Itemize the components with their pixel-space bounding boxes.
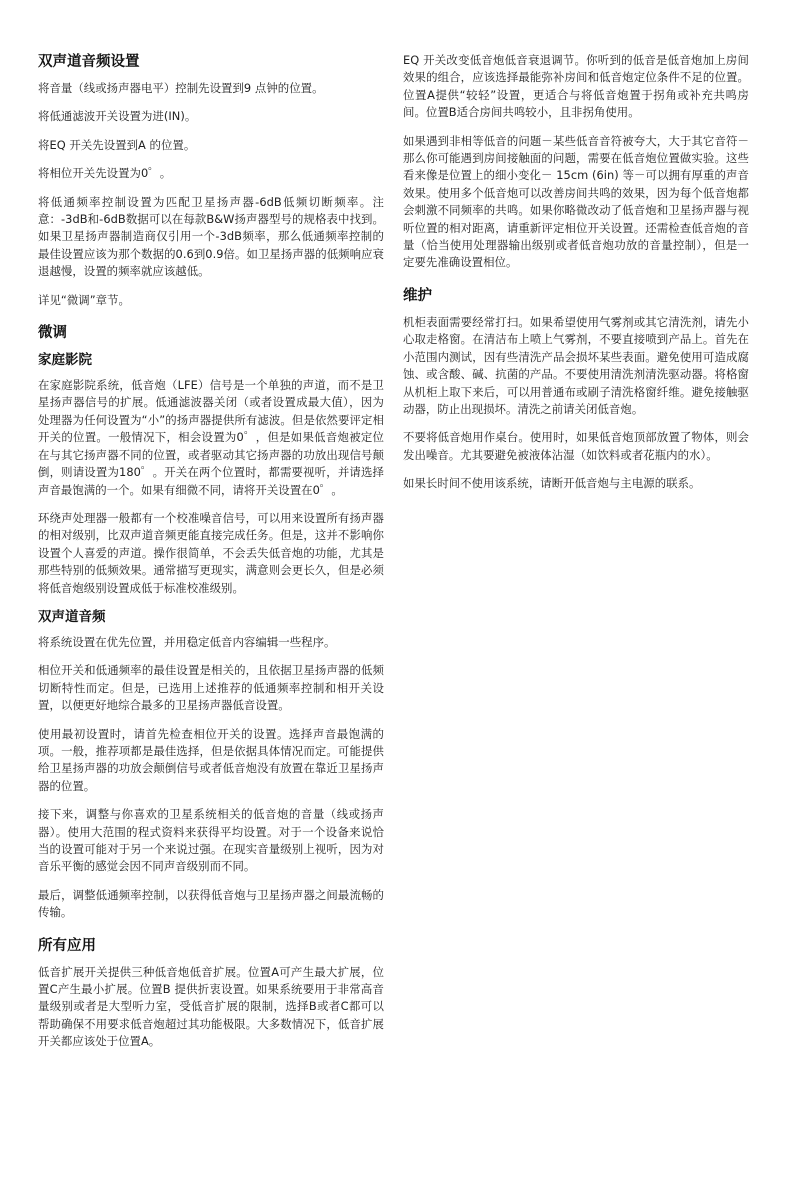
paragraph: 如果长时间不使用该系统，请断开低音炮与主电源的联系。: [403, 476, 701, 491]
paragraph: 将音量（线或扬声器电平）控制先设置到9 点钟的位置。: [38, 81, 324, 95]
left-column: [38, 52, 384, 1062]
paragraph: 将系统设置在优先位置，并用稳定低音内容编辑一些程序。: [38, 634, 336, 649]
paragraph: 最后，调整低通频率控制，以获得低音炮与卫星扬声器之间最流畅的传输。: [38, 887, 384, 920]
paragraph: 使用最初设置时，请首先检查相位开关的设置。选择声音最饱满的项。一般，推荐项都是最佳选择，但是依据具体情况而定。可能提供给卫星扬声器的功放会颠倒信号或者低音炮没有放置在靠近卫星扬声器的位置。: [38, 726, 384, 793]
section-heading-all-apps: 所有应用: [38, 937, 96, 954]
paragraph: 详见“微调”章节。: [38, 292, 130, 307]
paragraph: 低音扩展开关提供三种低音炮低音扩展。位置A可产生最大扩展，位置C产生最小扩展。位置B 提供折衷设置。如果系统要用于非常高音量级别或者是大型听力室，受低音扩展的限制，选择B或者C都可以帮助确保不用要求低音炮超过其功能极限。大多数情况下，低音扩展开关都应该处于位置A。: [38, 964, 384, 1049]
paragraph: 接下来，调整与你喜欢的卫星系统相关的低音炮的音量（线或扬声器）。使用大范围的程式资料来获得平均设置。对于一个设备来说恰当的设置可能对于另一个来说过强。在现实音量级别上视听，因为对音乐平衡的感觉会因不同声音级别而不同。: [38, 807, 384, 874]
paragraph: 机柜表面需要经常打扫。如果希望使用气雾剂或其它清洗剂，请先小心取走格窗。在清洁布上喷上气雾剂，不要直接喷到产品上。首先在小范围内测试，因有些清洗产品会损坏某些表面。避免使用可造成腐蚀、或含酸、碱、抗菌的产品。不要使用清洗剂清洗驱动器。将格窗从机柜上取下来后，可以用普通布或刷子清洗格窗纤维。避免接触驱动器，防止出现损坏。清洗之前请关闭低音炮。: [403, 314, 749, 416]
paragraph: 不要将低音炮用作桌台。使用时，如果低音炮顶部放置了物体，则会发出噪音。尤其要避免被液体沾湿（如饮料或者花瓶内的水）。: [403, 430, 749, 462]
paragraph: 将低通频率控制设置为匹配卫星扬声器-6dB低频切断频率。注意：-3dB和-6dB数据可以在每款B&W扬声器型号的规格表中找到。如果卫星扬声器制造商仅引用一个-3dB频率，那么低通频率控制的最佳设置应该为那个数据的0.6到0.9倍。如卫星扬声器的低频响应衰退越慢，设置的频率就应该越低。: [38, 194, 384, 279]
paragraph: 在家庭影院系统，低音炮（LFE）信号是一个单独的声道，而不是卫星扬声器信号的扩展。低通滤波器关闭（或者设置成最大值），因为处理器为任何设置为“小”的扬声器提供所有滤波。但是依然要评定相开关的位置。一般情况下，相会设置为0゜，但是如果低音炮被定位在与其它扬声器不同的位置，或者驱动其它扬声器的功放出现信号颠倒，则请设置为180゜。开关在两个位置时，都需要视听，并请选择声音最饱满的一个。如果有细微不同，请将开关设置在0゜。: [38, 378, 384, 497]
paragraph: 将相位开关先设置为0゜。: [38, 166, 172, 181]
paragraph: 相位开关和低通频率的最佳设置是相关的，且依据卫星扬声器的低频切断特性而定。但是，已选用上述推荐的低通频率控制和相开关设置，以便更好地综合最多的卫星扬声器低音设置。: [38, 663, 384, 713]
section-heading-stereo-setup: 双声道音频设置: [38, 54, 140, 70]
paragraph: 将低通滤波开关设置为进(IN)。: [38, 109, 197, 124]
right-column: [403, 52, 749, 504]
section-heading-maintenance: 维护: [403, 287, 432, 304]
section-heading-fine-tune: 微调: [38, 325, 67, 342]
paragraph: 将EQ 开关先设置到A 的位置。: [38, 137, 196, 152]
subheading-home-theater: 家庭影院: [38, 352, 92, 369]
paragraph: 如果遇到非相等低音的问题－某些低音音符被夸大，大于其它音符－那么你可能遇到房间接触面的问题，需要在低音炮位置做实验。这些看来像是位置上的细小变化－ 15cm (6in) 等－可以拥有厚重的声音效果。使用多个低音炮可以改善房间共鸣的效果，因为每个低音炮都会刺激不同频率的共鸣。如果你略微改动了低音炮和卫星扬声器与视听位置的相对距离，请重新评定相位开关设置。还需检查低音炮的音量（恰当使用处理器输出级别或者低音炮功放的音量控制），但是一定要先准确设置相位。: [403, 133, 749, 270]
subheading-stereo-audio: 双声道音频: [38, 608, 106, 625]
paragraph: 环绕声处理器一般都有一个校准噪音信号，可以用来设置所有扬声器的相对级别，比双声道音频更能直接完成任务。但是，这并不影响你设置个人喜爱的声道。操作很简单，不会丢失低音炮的功能，尤其是那些特别的低频效果。通常描写更现实，满意则会更长久，但是必须将低音炮级别设置成低于标准校准级别。: [38, 510, 384, 595]
paragraph: EQ 开关改变低音炮低音衰退调节。你听到的低音是低音炮加上房间效果的组合，应该选择最能弥补房间和低音炮定位条件不足的位置。位置A提供“较轻”设置，更适合与将低音炮置于拐角或补充共鸣房间。位置B适合房间共鸣较小，且非拐角使用。: [403, 53, 749, 120]
